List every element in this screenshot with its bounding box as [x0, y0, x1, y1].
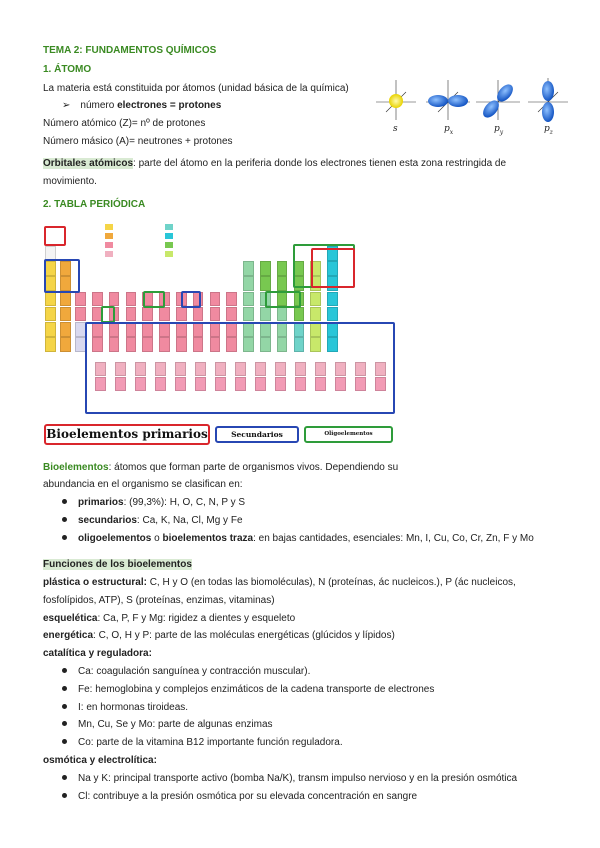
element-cell [126, 307, 137, 322]
highlight-frame [311, 248, 355, 288]
atomic-number-line: Número atómico (Z)= nº de protones [43, 118, 206, 129]
element-cell [294, 307, 305, 322]
highlight-frame [44, 226, 66, 246]
bio-definition: Bioelementos: átomos que forman parte de organismos vivos. Dependiendo su [43, 462, 399, 473]
element-cell [260, 276, 271, 291]
bullet-icon [62, 739, 67, 744]
list-item: Na y K: principal transporte activo (bomba Na/K), transm impulso nervioso y en la presión osmótica [62, 772, 517, 785]
element-cell [92, 292, 103, 307]
list-item: I: en hormonas tiroideas. [62, 701, 188, 714]
bio-definition-cont: abundancia en el organismo se clasifican en: [43, 479, 243, 490]
list-item: secundarios: Ca, K, Na, Cl, Mg y Fe [62, 514, 243, 527]
arrow-icon: ➢ [62, 100, 71, 111]
element-cell [226, 292, 237, 307]
bullet-icon [62, 668, 67, 673]
list-item: Co: parte de la vitamina B12 importante función reguladora. [62, 736, 343, 749]
list-item: oligoelementos o bioelementos traza: en bajas cantidades, esenciales: Mn, I, Cu, Co, Cr, Zn, F y Mo [62, 532, 534, 545]
element-cell [176, 307, 187, 322]
px-orbital-icon [426, 80, 470, 120]
element-cell [327, 307, 338, 322]
element-cell [277, 261, 288, 276]
energetica-line: energética: C, O, H y P: parte de las moléculas energéticas (glúcidos y lípidos) [43, 630, 395, 641]
funciones-heading: Funciones de los bioelementos [43, 559, 192, 570]
element-cell [45, 307, 56, 322]
bullet-icon [62, 535, 67, 540]
element-cell [243, 307, 254, 322]
element-cell [60, 322, 71, 337]
element-cell [260, 307, 271, 322]
plastica-line: plástica o estructural: C, H y O (en todas las biomoléculas), N (proteínas, ác nucleicos.), P (ác nucleicos, [43, 577, 516, 588]
highlight-frame [44, 259, 80, 293]
legend-swatch [165, 242, 173, 248]
element-cell [60, 337, 71, 352]
caption-secondary: Secundarios [215, 426, 299, 443]
pz-orbital-icon [528, 78, 568, 122]
legend-swatch [105, 242, 113, 248]
periodic-table-image [43, 222, 395, 420]
element-cell [277, 276, 288, 291]
element-cell [243, 292, 254, 307]
element-cell [327, 292, 338, 307]
element-cell [109, 292, 120, 307]
legend-swatch [165, 251, 173, 257]
element-cell [60, 307, 71, 322]
list-item: Fe: hemoglobina y complejos enzimáticos de la cadena transporte de electrones [62, 683, 434, 696]
arrow-line: ➢ número electrones = protones [62, 100, 222, 111]
bullet-icon [62, 704, 67, 709]
orbital-label-pz: $p_z$ [544, 124, 553, 136]
list-item: primarios: (99,3%): H, O, C, N, P y S [62, 496, 245, 509]
list-item: Cl: contribuye a la presión osmótica por su elevada concentración en sangre [62, 790, 417, 803]
element-cell [193, 307, 204, 322]
legend-swatch [165, 233, 173, 239]
orbital-label-px: $p_x$ [444, 124, 454, 136]
element-cell [45, 337, 56, 352]
highlight-frame [85, 322, 395, 414]
orbital-labels [372, 124, 572, 138]
atom-definition: La materia está constituida por átomos (unidad básica de la química) [43, 83, 349, 94]
caption-trace: Oligoelementos [304, 426, 393, 443]
element-cell [45, 322, 56, 337]
esqueletica-line: esquelética: Ca, P, F y Mg: rigidez a dientes y esqueleto [43, 613, 296, 624]
bullet-icon [62, 499, 67, 504]
list-item: Ca: coagulación sanguínea y contracción muscular). [62, 665, 310, 678]
plastica-line-cont: fosfolípidos, ATP), S (proteínas, enzimas, vitaminas) [43, 595, 275, 606]
element-cell [260, 261, 271, 276]
element-cell [226, 307, 237, 322]
element-cell [243, 261, 254, 276]
highlight-frame [143, 291, 165, 308]
highlight-frame [101, 306, 115, 323]
legend-swatch [105, 224, 113, 230]
element-cell [310, 307, 321, 322]
orbitals-definition-cont: movimiento. [43, 176, 97, 187]
element-cell [45, 292, 56, 307]
bullet-icon [62, 721, 67, 726]
element-cell [75, 307, 86, 322]
caption-primary: Bioelementos primarios [44, 424, 210, 445]
orbital-label-s: s [393, 124, 398, 134]
element-cell [277, 307, 288, 322]
section-heading-atomo: 1. ÁTOMO [43, 64, 92, 75]
element-cell [210, 307, 221, 322]
element-cell [159, 307, 170, 322]
page-title: TEMA 2: FUNDAMENTOS QUÍMICOS [43, 45, 217, 56]
highlight-frame [181, 291, 201, 308]
list-item: Mn, Cu, Se y Mo: parte de algunas enzimas [62, 718, 273, 731]
element-cell [60, 292, 71, 307]
bullet-icon [62, 517, 67, 522]
element-cell [75, 292, 86, 307]
element-cell [310, 292, 321, 307]
s-orbital-icon [376, 80, 416, 120]
mass-number-line: Número másico (A)= neutrones + protones [43, 136, 233, 147]
bullet-icon [62, 793, 67, 798]
bullet-icon [62, 686, 67, 691]
highlight-frame [265, 291, 301, 308]
osmotica-heading: osmótica y electrolítica: [43, 755, 157, 766]
element-cell [142, 307, 153, 322]
element-cell [210, 292, 221, 307]
element-cell [243, 276, 254, 291]
legend-swatch [105, 233, 113, 239]
py-orbital-icon [476, 80, 520, 121]
element-cell [126, 292, 137, 307]
bullet-icon [62, 775, 67, 780]
orbitals-definition: Orbitales atómicos: parte del átomo en la periferia donde los electrones tienen esta zona restringida de [43, 158, 507, 169]
orbital-label-py: $p_y$ [494, 124, 504, 136]
legend-swatch [165, 224, 173, 230]
legend-swatch [105, 251, 113, 257]
catalitica-heading: catalítica y reguladora: [43, 648, 152, 659]
section-heading-tabla: 2. TABLA PERIÓDICA [43, 199, 146, 210]
